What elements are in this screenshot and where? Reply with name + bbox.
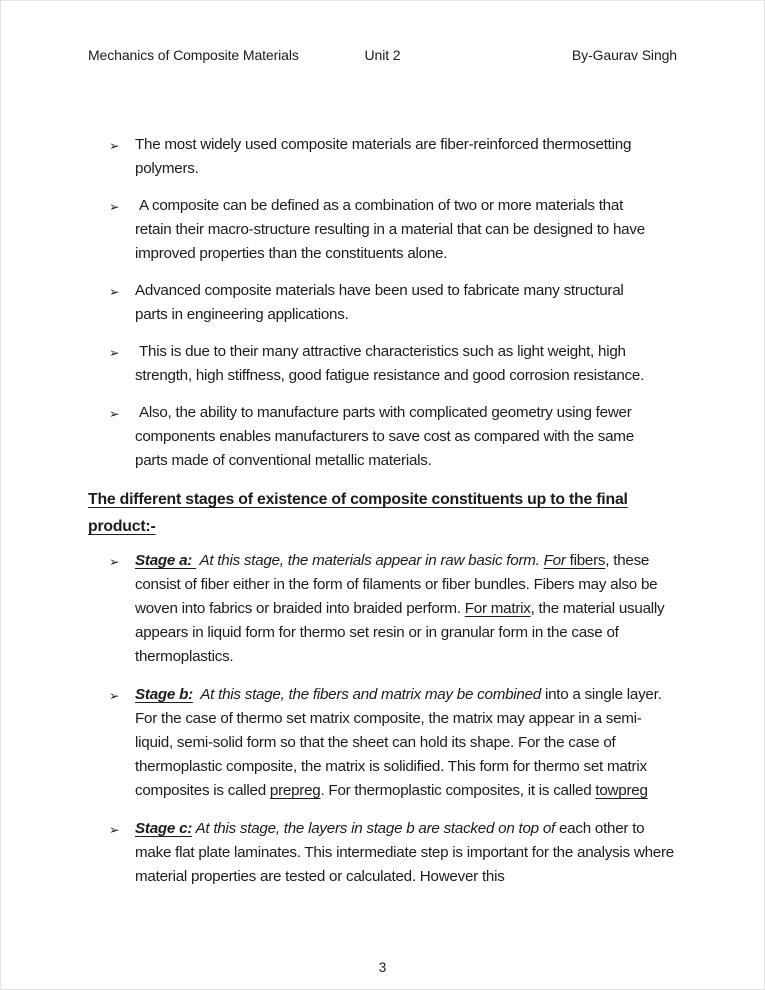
bullet-arrow-icon: ➢ <box>109 407 120 421</box>
stage-a-text: Stage a: At this stage, the materials appear in raw basic form. For fibers, these consist of fiber either in the form of filaments or fiber bundles. Fibers may also be woven into fabrics or braided into braided perform. For matrix, the material usually appears in liquid form for thermo set resin or in granular form in the case of thermoplastics. <box>135 552 669 665</box>
stage-item-a <box>109 549 677 669</box>
section-heading: The different stages of existence of composite constituents up to the final product:- <box>88 491 628 535</box>
stage-item-b <box>109 683 677 803</box>
bullet-arrow-icon: ➢ <box>109 346 120 360</box>
bullet-arrow-icon: ➢ <box>109 823 120 837</box>
page-footer <box>1 960 764 975</box>
bullet-arrow-icon: ➢ <box>109 555 120 569</box>
bullet-item <box>109 194 655 266</box>
bullet-text: This is due to their many attractive characteristics such as light weight, high strength, high stiffness, good fatigue resistance and good corrosion resistance. <box>135 343 645 384</box>
stage-c-text: Stage c: At this stage, the layers in stage b are stacked on top of each other to make flat plate laminates. This intermediate step is important for the analysis where material properties are tested or calculated. However this <box>135 820 678 885</box>
header-title: Mechanics of Composite Materials <box>88 47 299 63</box>
bullet-item <box>109 279 655 327</box>
bullet-text: A composite can be defined as a combination of two or more materials that retain their macro-structure resulting in a material that can be designed to have improved properties than the constituents alone. <box>135 197 649 262</box>
header-unit: Unit 2 <box>364 47 401 63</box>
bullet-text: Also, the ability to manufacture parts with complicated geometry using fewer components enables manufacturers to save cost as compared with the same parts made of conventional metallic materials. <box>135 404 638 469</box>
bullet-arrow-icon: ➢ <box>109 200 120 214</box>
bullet-arrow-icon: ➢ <box>109 139 120 153</box>
bullet-item <box>109 340 655 388</box>
header-author: By-Gaurav Singh <box>571 47 677 63</box>
bullet-list <box>88 133 677 473</box>
bullet-arrow-icon: ➢ <box>109 285 120 299</box>
bullet-item <box>109 401 655 473</box>
page-header <box>88 46 677 65</box>
document-body <box>88 65 677 889</box>
bullet-item <box>109 133 655 181</box>
bullet-text: Advanced composite materials have been used to fabricate many structural parts in engineering applications. <box>135 282 628 323</box>
page-number: 3 <box>378 960 387 975</box>
bullet-arrow-icon: ➢ <box>109 689 120 703</box>
stage-item-c <box>109 817 677 889</box>
stage-b-text: Stage b: At this stage, the fibers and matrix may be combined into a single layer. For the case of thermo set matrix composite, the matrix may appear in a semi-liquid, semi-solid form so that the sheet can hold its shape. For the case of thermoplastic composite, the matrix is solidified. This form for thermo set matrix composites is called prepreg. For thermoplastic composites, it is called towpreg <box>135 686 666 799</box>
bullet-text: The most widely used composite materials are fiber-reinforced thermosetting polymers. <box>135 136 636 177</box>
stage-list <box>88 549 677 889</box>
